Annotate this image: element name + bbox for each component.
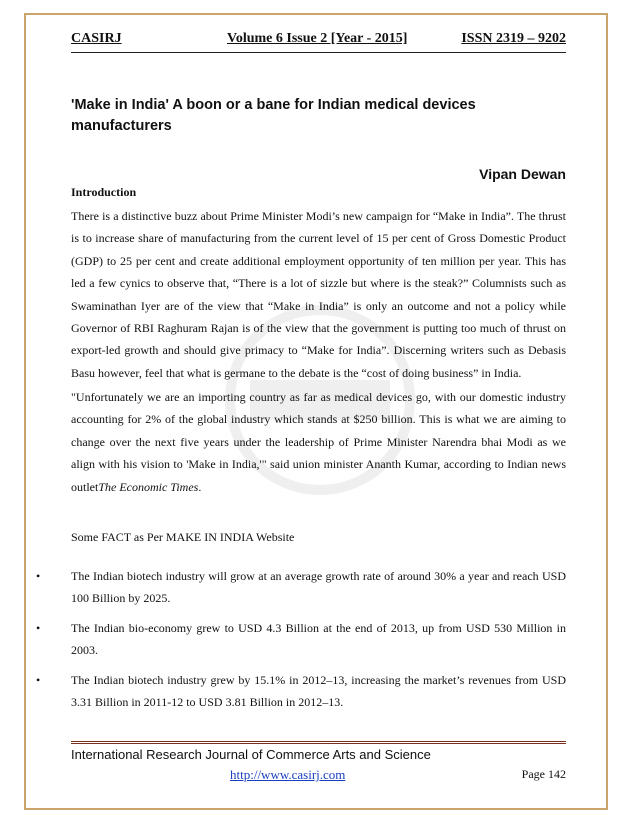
paragraph-quote (71, 386, 566, 498)
facts-list (35, 565, 566, 721)
header-journal-short: CASIRJ (71, 31, 122, 46)
section-heading: Introduction (71, 185, 137, 199)
header-volume: Volume 6 Issue 2 [Year - 2015] (227, 31, 408, 46)
list-item (35, 617, 566, 661)
article-title: 'Make in India' A boon or a bane for Indian medical devices manufacturers (71, 97, 476, 134)
list-item (35, 669, 566, 713)
footer-divider (71, 741, 566, 744)
header-divider (71, 52, 566, 53)
footer-website-link[interactable]: http://www.casirj.com (230, 767, 346, 782)
running-header (71, 31, 566, 51)
list-item-text: The Indian biotech industry will grow at an average growth rate of around 30% a year and reach USD 100 Billion by 2025. (71, 569, 566, 605)
quote-end: . (198, 479, 202, 494)
quote-text: "Unfortunately we are an importing country as far as medical devices go, with our domestic industry accounting for 2% of the global industry which stands at $250 billion. This is what we are aiming to change over the next five years under the leadership of Prime Minister Narendra bhai Modi as we align with his vision to 'Make in India,'" said union minister Ananth Kumar, according to Indian news outlet (71, 390, 566, 494)
paragraph-intro: There is a distinctive buzz about Prime Minister Modi’s new campaign for “Make in India”. The thrust is to increase share of manufacturing from the current level of 15 per cent of Gross Domestic Product (GDP) to 25 per cent and create additional employment opportunity of ten million per year. This has led a few cynics to observe that, “There is a lot of sizzle but where is the steak?” Columnists such as Swaminathan Iyer are of the view that “Make in India” is only an outcome and not a policy while Governor of RBI Raghuram Rajan is of the view that the government is putting too much of thrust on export-led growth and should give primacy to “Make for India”. Discerning writers such as Debasis Basu however, feel that what is germane to the debate is the “cost of doing business” in India. (71, 209, 566, 380)
news-source: The Economic Times (98, 479, 199, 494)
article-author: Vipan Dewan (479, 166, 566, 182)
list-item (35, 565, 566, 609)
page-number: Page 142 (521, 767, 566, 781)
bullet-icon: • (36, 673, 41, 687)
bullet-icon: • (36, 569, 41, 583)
list-item-text: The Indian bio-economy grew to USD 4.3 Billion at the end of 2013, up from USD 530 Million in 2003. (71, 621, 566, 657)
list-item-text: The Indian biotech industry grew by 15.1% in 2012–13, increasing the market’s revenues from USD 3.31 Billion in 2011-12 to USD 3.81 Billion in 2012–13. (71, 673, 566, 709)
facts-intro: Some FACT as Per MAKE IN INDIA Website (71, 530, 295, 544)
header-issn: ISSN 2319 – 9202 (461, 31, 566, 46)
footer-journal-name: International Research Journal of Commerce Arts and Science (71, 747, 431, 762)
bullet-icon: • (36, 621, 41, 635)
